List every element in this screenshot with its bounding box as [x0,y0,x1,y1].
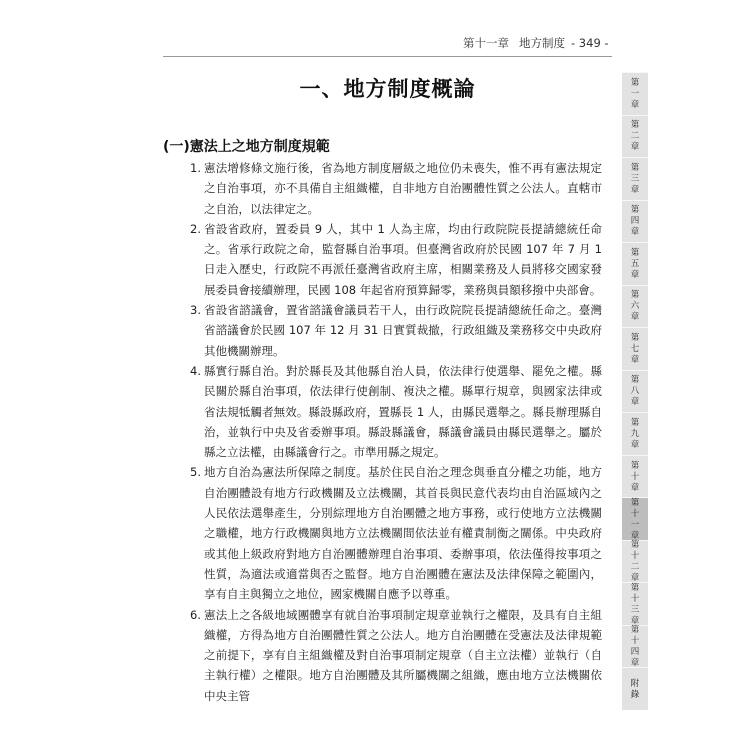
chapter-tab-char: 附 [630,678,640,689]
chapter-tab-char: 章 [630,184,640,195]
chapter-tab-char: 三 [630,604,640,615]
chapter-tab[interactable] [622,412,648,456]
chapter-tab-char: 章 [630,440,640,451]
chapter-tab-char: 章 [630,573,640,584]
chapter-tab-strip [622,72,648,710]
chapter-tab-char: 八 [630,386,640,397]
list-item-number: 2. [190,221,201,236]
chapter-tab-char: 章 [630,99,640,110]
chapter-tab-char: 十 [630,508,640,519]
list-item [190,361,602,462]
chapter-title: 一、地方制度概論 [299,77,476,101]
list-item-text: 憲法增修條文施行後，省為地方制度層級之地位仍未喪失，惟不再有憲法規定之自治事項，亦不具備自主組織權，自非地方自治團體性質之公法人。直轄市之自治，以法律定之。 [204,161,602,216]
list-item-text: 地方自治為憲法所保障之制度。基於住民自治之理念與垂直分權之功能，地方自治團體設有地方行政機關及立法機關，其首長與民意代表均由自治區域內之人民依法選舉產生，分別綜理地方自治團體之地方事務，或行使地方立法機關之職權，地方行政機關與地方立法機關間依法並有權責制衡之關係。中央政府或其他上級政府對地方自治團體辦理自治事項、委辦事項，依法僅得按事項之性質，為適法或適當與否之監督。地方自治團體在憲法及法律保障之範圍內，享有自主與獨立之地位，國家機關自應予以尊重。 [204,465,602,602]
chapter-tab[interactable] [622,242,648,286]
chapter-tab-char: 錄 [630,689,640,700]
chapter-tab-char: 第 [630,77,640,88]
chapter-tab-char: 十 [630,593,640,604]
chapter-tab-char: 二 [630,562,640,573]
chapter-tab-char: 章 [630,397,640,408]
chapter-tab-char: 第 [630,540,640,551]
chapter-tab-char: 章 [630,615,640,626]
chapter-tab-char: 第 [630,290,640,301]
chapter-tab-char: 章 [630,354,640,365]
list-item-text: 省設省政府，置委員 9 人，其中 1 人為主席，均由行政院院長提請總統任命之。省承行政院之命，監督縣自治事項。但臺灣省政府於民國 107 年 7 月 1 日走入歷史，行政院不再派任臺灣省政府主席，相關業務及人員將移交國家發展委員會接續辦理，民國 108 年起省府預算歸零，業務與員額移撥中央部會。 [204,221,602,297]
section-heading: (一)憲法上之地方制度規範 [163,139,330,155]
chapter-tab-char: 第 [630,205,640,216]
chapter-tab-char: 二 [630,131,640,142]
chapter-tab-char: 第 [630,460,640,471]
chapter-tab[interactable] [622,497,648,541]
list-item-number: 3. [190,303,201,318]
list-item-number: 1. [190,161,201,175]
list-item-number: 6. [190,607,201,622]
chapter-tab-char: 十 [630,551,640,562]
chapter-tab-char: 第 [630,120,640,131]
chapter-tab-char: 章 [630,269,640,280]
chapter-tab-char: 十 [630,471,640,482]
chapter-tab-char: 七 [630,343,640,354]
chapter-tab-char: 十 [630,636,640,647]
list-item-number: 5. [190,465,201,480]
list-item-text: 憲法上之各級地域團體享有就自治事項制定規章並執行之權限，及具有自主組織權，方得為地方自治團體性質之公法人。地方自治團體在受憲法及法律規範之前提下，享有自主組織權及對自治事項制定規章（自主立法權）並執行（自主執行權）之權限。地方自治團體及其所屬機關之組織，應由地方立法機關依中央主管 [204,607,602,703]
chapter-tab[interactable] [622,115,648,159]
list-item-number: 4. [190,363,201,378]
list-item [190,158,602,219]
chapter-tab-char: 第 [630,247,640,258]
running-head [463,35,609,51]
chapter-tab[interactable] [622,582,648,626]
running-head-chapter: 第十一章 [463,36,509,50]
chapter-tab[interactable] [622,157,648,201]
chapter-tab-char: 五 [630,258,640,269]
chapter-tab[interactable] [622,72,648,116]
chapter-tab-char: 章 [630,227,640,238]
header-divider [163,56,612,57]
chapter-tab-char: 章 [630,530,640,541]
chapter-tab[interactable] [622,200,648,244]
chapter-tab-char: 第 [630,497,640,508]
chapter-tab-char: 章 [630,312,640,323]
running-head-title: 地方制度 [519,36,565,50]
list-item-text: 省設省諮議會，置省諮議會議員若干人，由行政院院長提請總統任命之。臺灣省諮議會於民國 107 年 12 月 31 日實質裁撤，行政組織及業務移交中央政府其他機關辦理。 [204,303,602,358]
body-list [190,158,602,706]
chapter-tab-char: 章 [630,482,640,493]
chapter-tab-char: 第 [630,418,640,429]
chapter-tab-char: 一 [630,88,640,99]
list-item [190,300,602,361]
list-item [190,462,602,604]
chapter-tab-char: 三 [630,173,640,184]
chapter-tab[interactable] [622,455,648,499]
chapter-tab[interactable] [622,540,648,584]
chapter-tab-char: 第 [630,375,640,386]
chapter-tab-char: 一 [630,519,640,530]
chapter-tab-char: 第 [630,625,640,636]
chapter-tab[interactable] [622,370,648,414]
chapter-tab[interactable] [622,327,648,371]
chapter-tab-char: 章 [630,142,640,153]
list-item [190,605,602,706]
chapter-tab[interactable] [622,625,648,669]
chapter-tab-char: 六 [630,301,640,312]
chapter-tab-char: 四 [630,216,640,227]
page-number: - 349 - [571,36,609,50]
chapter-tab[interactable] [622,285,648,329]
chapter-tab-char: 四 [630,647,640,658]
list-item [190,219,602,300]
list-item-text: 縣實行縣自治。對於縣長及其他縣自治人員，依法律行使選舉、罷免之權。縣民關於縣自治事項，依法律行使創制、複決之權。縣單行規章，與國家法律或省法規牴觸者無效。縣設縣政府，置縣長 1 人，由縣民選舉之。縣長辦理縣自治，並執行中央及省委辦事項。縣設縣議會，縣議會議員由縣民選舉之。屬於縣之立法權，由縣議會行之。市準用縣之規定。 [204,363,602,460]
chapter-tab-char: 第 [630,162,640,173]
chapter-tab-char: 九 [630,429,640,440]
chapter-tab[interactable] [622,667,648,711]
chapter-tab-char: 章 [630,658,640,669]
chapter-tab-char: 第 [630,582,640,593]
chapter-tab-char: 第 [630,332,640,343]
